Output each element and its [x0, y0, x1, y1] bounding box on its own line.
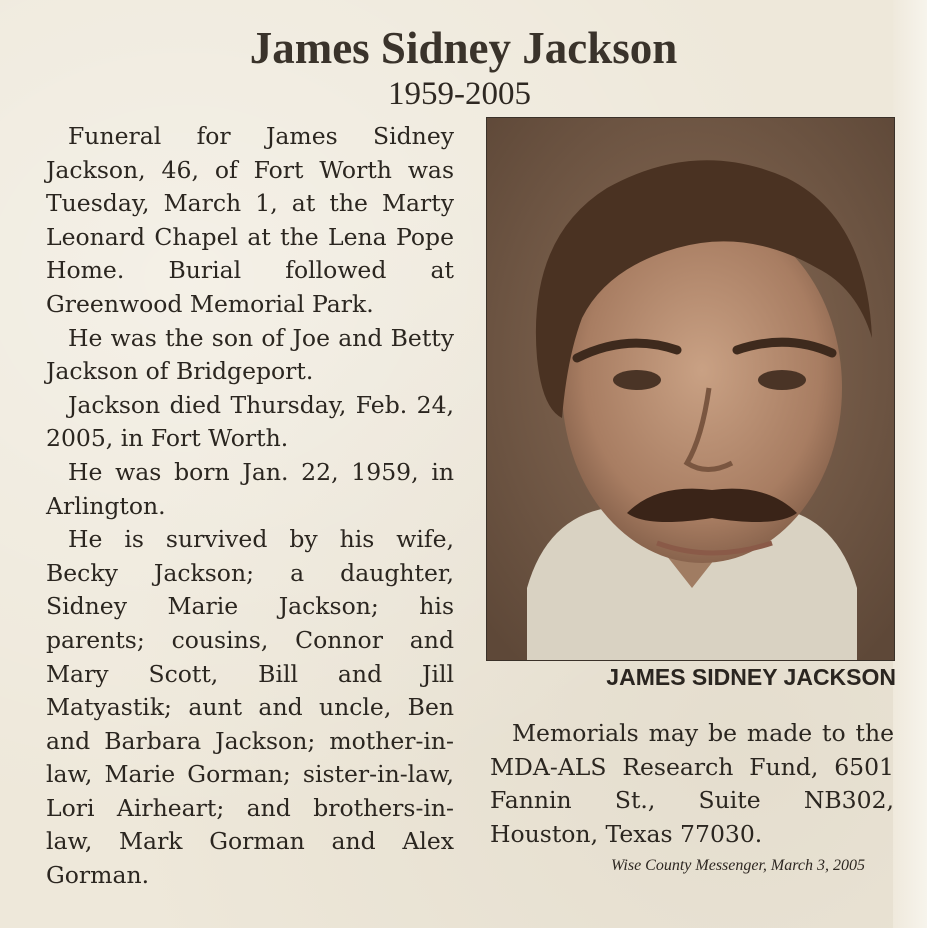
- memorial-note: [490, 717, 894, 851]
- memorial-text: Memorials may be made to the MDA-ALS Research Fund, 6501 Fannin St., Suite NB302, Houston, Texas 77030.: [490, 719, 894, 848]
- obituary-years: [0, 76, 927, 113]
- portrait-photo: [486, 117, 895, 661]
- paragraph-survivors: He is survived by his wife, Becky Jackson; a daughter, Sidney Marie Jackson; his parents; cousins, Connor and Mary Scott, Bill and Jill Matyastik; aunt and uncle, Ben and Barbara Jackson; mother-in-law, Marie Gorman; sister-in-law, Lori Airheart; and brothers-in-law, Mark Gorman and Alex Gorman.: [46, 525, 454, 890]
- photo-caption: JAMES SIDNEY JACKSON: [606, 664, 896, 690]
- paragraph-funeral: Funeral for James Sidney Jackson, 46, of Fort Worth was Tuesday, March 1, at the Marty Leonard Chapel at the Lena Pope Home. Burial followed at Greenwood Memorial Park.: [46, 122, 454, 318]
- right-eye: [758, 370, 806, 390]
- paragraph-death: Jackson died Thursday, Feb. 24, 2005, in Fort Worth.: [46, 390, 454, 453]
- clipping-edge: [893, 0, 927, 928]
- years-text: 1959-2005: [388, 76, 531, 112]
- obituary-title: James Sidney Jackson: [249, 23, 678, 73]
- paragraph-parents: He was the son of Joe and Betty Jackson of Bridgeport.: [46, 323, 454, 386]
- left-eye: [613, 370, 661, 390]
- source-citation: Wise County Messenger, March 3, 2005: [610, 857, 865, 874]
- obituary-body: [46, 120, 454, 893]
- portrait-image: [487, 118, 894, 660]
- paragraph-birth: He was born Jan. 22, 1959, in Arlington.: [46, 457, 454, 520]
